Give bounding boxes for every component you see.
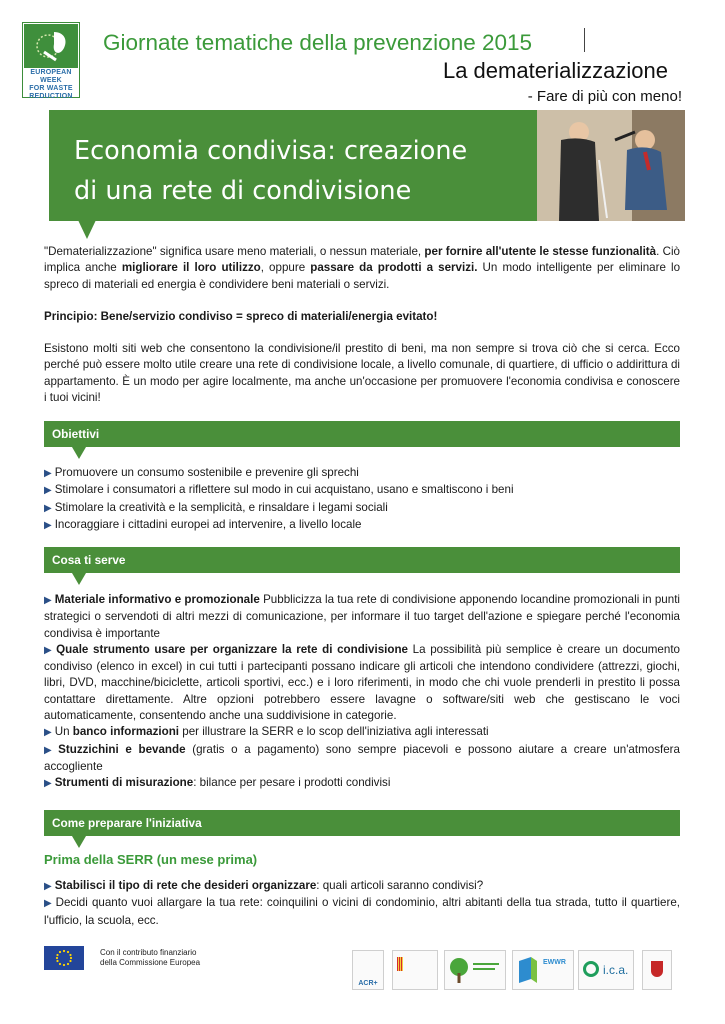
list-item-bold: Stuzzichini e bevande (58, 742, 186, 756)
list-item-text: Promuovere un consumo sostenibile e prevenire gli sprechi (54, 466, 359, 479)
page-title: La dematerializzazione (442, 58, 668, 83)
intro-text: Un modo intelligente per eliminare lo spreco di materiali ed energia è condividere beni materiali o servizi. (44, 261, 681, 291)
list-item (44, 895, 680, 929)
bullet-triangle-icon: ▶ (44, 644, 54, 656)
logo-text-line: REDUCTION (29, 93, 73, 100)
bullet-triangle-icon: ▶ (44, 881, 52, 892)
list-item-bold: banco informazioni (72, 725, 180, 739)
list-item-text: Pubblicizza la tua rete di condivisione apponendo locandine promozionali in punti strategici o servendoti di altri mezzi di comunicazione, per informare il tuo target dell'azione e spiegare perché l'economia condivisa è importante (44, 593, 680, 640)
ewwr-partner-icon (513, 951, 573, 989)
partner-logo-text: i.c.a. (603, 963, 629, 977)
bullet-triangle-icon: ▶ (44, 778, 52, 790)
intro-bold: migliorare il loro utilizzo (121, 261, 261, 275)
list-item-text: Decidi quanto vuoi allargare la tua rete: coinquilini o vicini di condominio, altri abitanti della tua strada, tutto il quartiere, l'ufficio, la scuola, ecc. (44, 896, 680, 927)
list-item (44, 592, 680, 642)
catalunya-flag-icon (397, 957, 403, 971)
ica-circle-icon (583, 961, 599, 977)
eu-funding-note (100, 948, 200, 968)
bullet-triangle-icon: ▶ (44, 744, 56, 756)
intro-bold: per fornire all'utente le stesse funzionalità (424, 245, 657, 258)
series-title: Giornate tematiche della prevenzione 2015 (103, 30, 533, 55)
bullet-triangle-icon: ▶ (44, 898, 53, 910)
list-item-text: Stimolare i consumatori a riflettere sul modo in cui acquistano, usano e smaltiscono i beni (54, 483, 514, 497)
page-subtitle: - Fare di più con meno! (527, 88, 682, 105)
list-item-text: Incoraggiare i cittadini europei ad intervenire, a livello locale (54, 517, 362, 531)
needs-list (44, 592, 680, 793)
partner-logo-shield (642, 950, 672, 990)
section-title: Cosa ti serve (52, 553, 126, 567)
photo-people (537, 110, 685, 221)
section-header-obiettivi (44, 421, 680, 447)
bullet-triangle-icon: ▶ (44, 468, 52, 479)
eu-note-line: della Commissione Europea (100, 958, 201, 967)
banner-pointer (78, 220, 96, 239)
section-pointer (72, 836, 86, 848)
logo-text-line: EUROPEAN WEEK (30, 69, 72, 84)
partner-logo-acr (352, 950, 384, 990)
list-item-text: Stimolare la creatività e la semplicità, e rinsaldare i legami sociali (54, 500, 388, 514)
logo-text-line: FOR WASTE (29, 85, 73, 92)
list-item (44, 500, 680, 517)
section-title: Obiettivi (52, 427, 100, 441)
bullet-triangle-icon: ▶ (44, 595, 52, 606)
list-item-text: per illustrare la SERR e lo scop dell'iniziativa agli interessati (179, 725, 489, 739)
section-pointer (72, 573, 86, 585)
list-item (44, 878, 680, 895)
ewwr-logo (22, 22, 80, 98)
partner-logo-text: ACR+ (358, 980, 378, 987)
list-item-bold: Strumenti di misurazione (54, 776, 194, 790)
partner-logo-ica (578, 950, 634, 990)
eu-flag-icon (44, 946, 84, 970)
list-item (44, 517, 680, 534)
intro-text: "Dematerializzazione" significa usare meno materiali, o nessun materiale, (44, 245, 425, 258)
bullet-triangle-icon: ▶ (44, 519, 52, 531)
partner-logo-tree (444, 950, 506, 990)
objectives-list (44, 465, 680, 534)
bullet-triangle-icon: ▶ (44, 727, 52, 739)
bullet-triangle-icon: ▶ (44, 502, 52, 514)
list-item (44, 742, 680, 776)
list-item-text: : quali articoli saranno condivisi? (316, 879, 484, 892)
list-item-bold: Quale strumento usare per organizzare la rete di condivisione (56, 642, 408, 656)
subsection-title: Prima della SERR (un mese prima) (44, 852, 258, 867)
section-pointer (72, 447, 86, 459)
list-item (44, 642, 680, 724)
ewwr-logo-icon (24, 24, 78, 68)
banner-title-line: di una rete di condivisione (74, 176, 412, 206)
section-title: Come preparare l'iniziativa (52, 816, 202, 830)
prepare-list (44, 878, 680, 929)
partner-logo-ewwr (512, 950, 574, 990)
partner-logo-text: EWWR (543, 959, 566, 966)
section-header-cosa-ti-serve (44, 547, 680, 573)
intro-paragraph-2: Esistono molti siti web che consentono la condivisione/il prestito di beni, ma non sempre si trova ciò che si cerca. Ecco perché può essere molto utile creare una rete di condivisione locale, a livello comunale, di quartiere, di ufficio o addirittura di appartamento. È un modo per agire localmente, ma anche un'occasione per promuovere l'economia condivisa e conoscere i tuoi vicini! (44, 342, 680, 404)
list-item (44, 482, 680, 499)
list-item (44, 775, 680, 792)
header-divider (584, 28, 585, 52)
shield-icon (651, 961, 663, 977)
list-item-bold: Stabilisci il tipo di rete che desideri organizzare (54, 879, 317, 892)
list-item-text: La possibilità più semplice è creare un documento condiviso (elenco in excel) in cui tutti i partecipanti possano indicare gli articoli che intendono condividere (attrezzi, giochi, libri, DVD, macchine/biciclette, articoli sportivi, ecc.) e i loro riferimenti, in modo che chi vuole prenderli in prestito li possa contattare direttamente. Altre opzioni potrebbero essere lavagne o software/siti web che gestiscano le voci automaticamente, consentendo anche una suddivisione in categorie. (44, 642, 680, 723)
list-item-text: (gratis o a pagamento) sono sempre piacevoli e possono aiutare a creare un'atmosfera accogliente (44, 742, 680, 773)
list-item-text: : bilance per pesare i prodotti condivisi (193, 776, 391, 790)
partner-logo-catalunya (392, 950, 438, 990)
section-header-come-preparare (44, 810, 680, 836)
banner-title-line: Economia condivisa: creazione (74, 136, 468, 166)
photo-illustration (537, 110, 685, 221)
intro-text: , oppure (260, 261, 311, 275)
principle-statement: Principio: Bene/servizio condiviso = spreco di materiali/energia evitato! (44, 310, 438, 323)
tree-icon (445, 951, 505, 989)
list-item (44, 465, 680, 482)
intro-text: . Ciò implica anche (44, 245, 681, 275)
list-item-bold: Materiale informativo e promozionale (54, 593, 260, 606)
intro-bold: passare da prodotti a servizi. (310, 261, 478, 275)
list-item (44, 724, 680, 741)
list-item-text: Un (54, 725, 73, 739)
eu-stars-icon (44, 946, 84, 970)
bullet-triangle-icon: ▶ (44, 485, 52, 497)
eu-note-line: Con il contributo finanziario (100, 948, 197, 957)
intro-paragraph (44, 244, 680, 293)
banner-title (74, 131, 524, 211)
